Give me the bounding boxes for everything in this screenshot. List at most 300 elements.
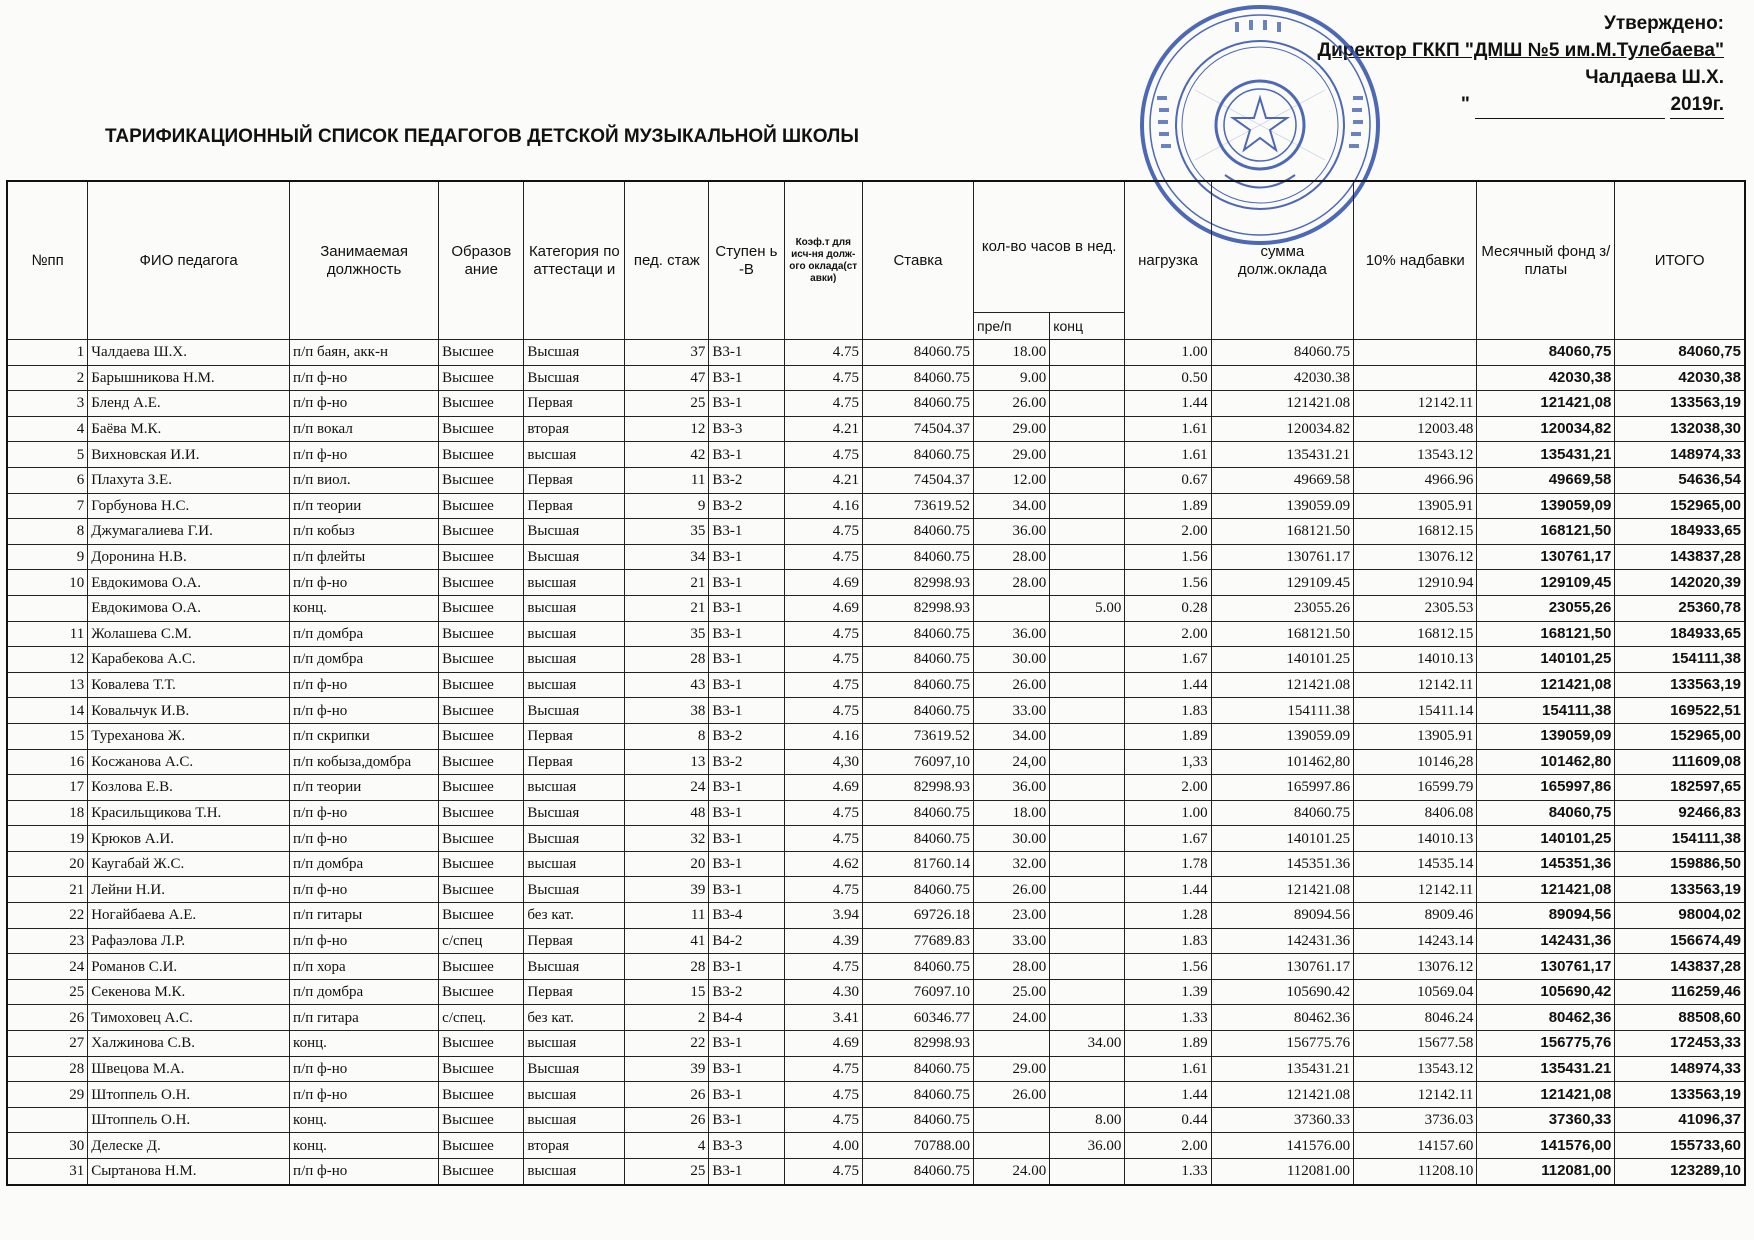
cell-hours-lessons — [973, 1031, 1049, 1057]
cell-education: Высшее — [439, 775, 524, 801]
cell-monthly-fund: 135431,21 — [1477, 442, 1615, 468]
cell-experience: 34 — [625, 544, 709, 570]
table-row — [7, 775, 1745, 801]
table-row — [7, 621, 1745, 647]
cell-load: 1.33 — [1125, 1159, 1211, 1185]
cell-total: 116259,46 — [1615, 979, 1745, 1005]
cell-hours-lessons: 29.00 — [973, 1056, 1049, 1082]
cell-position: п/п вокал — [290, 416, 439, 442]
cell-bonus: 16812.15 — [1354, 519, 1477, 545]
cell-row-number: 24 — [7, 954, 88, 980]
cell-category: высшая — [524, 1159, 625, 1185]
cell-load: 1.44 — [1125, 1082, 1211, 1108]
cell-salary-sum: 140101.25 — [1211, 647, 1353, 673]
cell-grade: В3-1 — [709, 365, 784, 391]
table-row — [7, 826, 1745, 852]
cell-position: п/п гитары — [290, 903, 439, 929]
cell-grade: В3-1 — [709, 621, 784, 647]
cell-experience: 22 — [625, 1031, 709, 1057]
cell-monthly-fund: 156775,76 — [1477, 1031, 1615, 1057]
cell-category: Высшая — [524, 519, 625, 545]
cell-category: Высшая — [524, 877, 625, 903]
cell-education: Высшее — [439, 544, 524, 570]
cell-load: 0.67 — [1125, 467, 1211, 493]
cell-row-number: 26 — [7, 1005, 88, 1031]
header-monthly: Месячный фонд з/платы — [1477, 181, 1615, 340]
table-row — [7, 1031, 1745, 1057]
cell-total: 184933,65 — [1615, 621, 1745, 647]
cell-education: Высшее — [439, 826, 524, 852]
cell-position: п/п скрипки — [290, 723, 439, 749]
cell-coefficient: 4.75 — [784, 672, 862, 698]
cell-coefficient: 4.16 — [784, 723, 862, 749]
cell-hours-lessons: 36.00 — [973, 621, 1049, 647]
cell-salary-sum: 154111.38 — [1211, 698, 1353, 724]
cell-hours-lessons: 26.00 — [973, 877, 1049, 903]
cell-teacher-name: Секенова М.К. — [88, 979, 290, 1005]
cell-monthly-fund: 141576,00 — [1477, 1133, 1615, 1159]
header-num: №пп — [7, 181, 88, 340]
cell-hours-accomp — [1050, 442, 1125, 468]
cell-coefficient: 4.75 — [784, 544, 862, 570]
cell-experience: 11 — [625, 903, 709, 929]
cell-hours-accomp: 5.00 — [1050, 595, 1125, 621]
cell-row-number: 2 — [7, 365, 88, 391]
cell-coefficient: 4.75 — [784, 391, 862, 417]
cell-rate: 84060.75 — [862, 826, 973, 852]
table-row — [7, 544, 1745, 570]
cell-position: п/п ф-но — [290, 928, 439, 954]
cell-teacher-name: Романов С.И. — [88, 954, 290, 980]
table-row — [7, 698, 1745, 724]
cell-experience: 48 — [625, 800, 709, 826]
cell-salary-sum: 23055.26 — [1211, 595, 1353, 621]
cell-category: Высшая — [524, 544, 625, 570]
cell-total: 111609,08 — [1615, 749, 1745, 775]
cell-education: Высшее — [439, 519, 524, 545]
cell-coefficient: 4.75 — [784, 1159, 862, 1185]
cell-load: 0.28 — [1125, 595, 1211, 621]
cell-bonus — [1354, 340, 1477, 366]
cell-grade: В3-1 — [709, 1082, 784, 1108]
cell-total: 123289,10 — [1615, 1159, 1745, 1185]
cell-hours-lessons: 24.00 — [973, 1005, 1049, 1031]
cell-load: 1.89 — [1125, 1031, 1211, 1057]
cell-bonus: 8406.08 — [1354, 800, 1477, 826]
cell-total: 184933,65 — [1615, 519, 1745, 545]
cell-category: Первая — [524, 493, 625, 519]
cell-experience: 43 — [625, 672, 709, 698]
table-row — [7, 493, 1745, 519]
cell-category: Высшая — [524, 954, 625, 980]
approval-name: Чалдаева Ш.Х. — [1585, 67, 1724, 88]
cell-teacher-name: Лейни Н.И. — [88, 877, 290, 903]
cell-row-number: 22 — [7, 903, 88, 929]
cell-hours-lessons: 18.00 — [973, 800, 1049, 826]
cell-position: конц. — [290, 1133, 439, 1159]
cell-education: Высшее — [439, 1133, 524, 1159]
cell-load: 1.56 — [1125, 954, 1211, 980]
cell-coefficient: 4.75 — [784, 365, 862, 391]
cell-row-number — [7, 1107, 88, 1133]
table-row — [7, 467, 1745, 493]
cell-coefficient: 3.94 — [784, 903, 862, 929]
cell-bonus: 13543.12 — [1354, 1056, 1477, 1082]
cell-coefficient: 4.39 — [784, 928, 862, 954]
cell-coefficient: 4.62 — [784, 851, 862, 877]
cell-hours-accomp — [1050, 365, 1125, 391]
cell-hours-accomp — [1050, 621, 1125, 647]
cell-hours-accomp: 8.00 — [1050, 1107, 1125, 1133]
cell-education: Высшее — [439, 416, 524, 442]
cell-total: 156674,49 — [1615, 928, 1745, 954]
cell-education: Высшее — [439, 391, 524, 417]
cell-total: 143837,28 — [1615, 954, 1745, 980]
cell-education: Высшее — [439, 647, 524, 673]
cell-salary-sum: 84060.75 — [1211, 800, 1353, 826]
cell-category: Первая — [524, 723, 625, 749]
cell-hours-accomp: 34.00 — [1050, 1031, 1125, 1057]
cell-rate: 82998.93 — [862, 775, 973, 801]
cell-category: высшая — [524, 1031, 625, 1057]
cell-experience: 38 — [625, 698, 709, 724]
cell-education: Высшее — [439, 903, 524, 929]
cell-position: п/п ф-но — [290, 698, 439, 724]
cell-monthly-fund: 89094,56 — [1477, 903, 1615, 929]
cell-row-number — [7, 595, 88, 621]
cell-teacher-name: Чалдаева Ш.Х. — [88, 340, 290, 366]
cell-education: Высшее — [439, 1056, 524, 1082]
cell-salary-sum: 165997.86 — [1211, 775, 1353, 801]
table-row — [7, 1159, 1745, 1185]
cell-education: Высшее — [439, 1031, 524, 1057]
cell-experience: 47 — [625, 365, 709, 391]
cell-coefficient: 4.69 — [784, 595, 862, 621]
cell-teacher-name: Евдокимова О.А. — [88, 570, 290, 596]
cell-position: п/п ф-но — [290, 800, 439, 826]
cell-education: Высшее — [439, 467, 524, 493]
cell-category: Первая — [524, 928, 625, 954]
cell-hours-accomp — [1050, 1005, 1125, 1031]
cell-rate: 74504.37 — [862, 416, 973, 442]
cell-education: Высшее — [439, 979, 524, 1005]
cell-row-number: 15 — [7, 723, 88, 749]
cell-coefficient: 4.75 — [784, 647, 862, 673]
cell-bonus: 15677.58 — [1354, 1031, 1477, 1057]
cell-row-number: 31 — [7, 1159, 88, 1185]
cell-rate: 84060.75 — [862, 672, 973, 698]
cell-rate: 73619.52 — [862, 723, 973, 749]
cell-hours-lessons: 30.00 — [973, 826, 1049, 852]
cell-row-number: 5 — [7, 442, 88, 468]
cell-row-number: 29 — [7, 1082, 88, 1108]
cell-total: 42030,38 — [1615, 365, 1745, 391]
table-row — [7, 1107, 1745, 1133]
cell-teacher-name: Ногайбаева А.Е. — [88, 903, 290, 929]
cell-salary-sum: 139059.09 — [1211, 723, 1353, 749]
cell-row-number: 4 — [7, 416, 88, 442]
cell-salary-sum: 129109.45 — [1211, 570, 1353, 596]
cell-education: Высшее — [439, 954, 524, 980]
cell-hours-lessons: 32.00 — [973, 851, 1049, 877]
cell-load: 2.00 — [1125, 519, 1211, 545]
cell-position: п/п ф-но — [290, 1082, 439, 1108]
cell-salary-sum: 49669.58 — [1211, 467, 1353, 493]
cell-monthly-fund: 130761,17 — [1477, 954, 1615, 980]
approval-director: Директор ГККП "ДМШ №5 им.М.Тулебаева" — [1317, 40, 1724, 61]
cell-category: без кат. — [524, 1005, 625, 1031]
cell-coefficient: 3.41 — [784, 1005, 862, 1031]
cell-row-number: 8 — [7, 519, 88, 545]
cell-coefficient: 4.75 — [784, 1056, 862, 1082]
cell-teacher-name: Жолашева С.М. — [88, 621, 290, 647]
cell-bonus: 11208.10 — [1354, 1159, 1477, 1185]
cell-position: п/п кобыз — [290, 519, 439, 545]
table-row — [7, 1005, 1745, 1031]
cell-bonus: 16599.79 — [1354, 775, 1477, 801]
cell-salary-sum: 141576.00 — [1211, 1133, 1353, 1159]
cell-total: 133563,19 — [1615, 1082, 1745, 1108]
cell-category: высшая — [524, 595, 625, 621]
cell-bonus: 12142.11 — [1354, 672, 1477, 698]
cell-grade: В3-1 — [709, 1159, 784, 1185]
cell-monthly-fund: 121421,08 — [1477, 391, 1615, 417]
cell-row-number: 23 — [7, 928, 88, 954]
cell-bonus: 14243.14 — [1354, 928, 1477, 954]
cell-hours-accomp — [1050, 570, 1125, 596]
cell-rate: 84060.75 — [862, 647, 973, 673]
cell-row-number: 6 — [7, 467, 88, 493]
cell-position: п/п теории — [290, 493, 439, 519]
cell-rate: 84060.75 — [862, 391, 973, 417]
cell-grade: В3-4 — [709, 903, 784, 929]
cell-coefficient: 4.30 — [784, 979, 862, 1005]
cell-coefficient: 4.75 — [784, 954, 862, 980]
cell-salary-sum: 135431.21 — [1211, 1056, 1353, 1082]
cell-hours-lessons: 29.00 — [973, 416, 1049, 442]
cell-salary-sum: 145351.36 — [1211, 851, 1353, 877]
cell-total: 154111,38 — [1615, 826, 1745, 852]
table-row — [7, 416, 1745, 442]
cell-load: 1.67 — [1125, 647, 1211, 673]
cell-position: п/п ф-но — [290, 1159, 439, 1185]
cell-hours-accomp — [1050, 1159, 1125, 1185]
table-row — [7, 672, 1745, 698]
cell-grade: В3-1 — [709, 1031, 784, 1057]
cell-rate: 70788.00 — [862, 1133, 973, 1159]
cell-hours-accomp — [1050, 954, 1125, 980]
cell-hours-accomp — [1050, 647, 1125, 673]
cell-total: 148974,33 — [1615, 442, 1745, 468]
cell-category: высшая — [524, 672, 625, 698]
cell-experience: 20 — [625, 851, 709, 877]
cell-category: Первая — [524, 979, 625, 1005]
cell-hours-accomp — [1050, 544, 1125, 570]
cell-load: 1.44 — [1125, 391, 1211, 417]
cell-monthly-fund: 121421,08 — [1477, 877, 1615, 903]
cell-rate: 84060.75 — [862, 442, 973, 468]
table-row — [7, 723, 1745, 749]
cell-total: 142020,39 — [1615, 570, 1745, 596]
cell-hours-lessons: 33.00 — [973, 928, 1049, 954]
cell-salary-sum: 168121.50 — [1211, 621, 1353, 647]
cell-category: Высшая — [524, 340, 625, 366]
cell-hours-lessons: 28.00 — [973, 570, 1049, 596]
cell-salary-sum: 121421.08 — [1211, 1082, 1353, 1108]
cell-bonus: 4966.96 — [1354, 467, 1477, 493]
cell-salary-sum: 130761.17 — [1211, 544, 1353, 570]
cell-education: Высшее — [439, 1082, 524, 1108]
table-row — [7, 595, 1745, 621]
header-salary-sum: сумма долж.оклада — [1211, 181, 1353, 340]
header-position: Занимаемая должность — [290, 181, 439, 340]
cell-hours-lessons: 34.00 — [973, 493, 1049, 519]
cell-row-number: 17 — [7, 775, 88, 801]
cell-total: 143837,28 — [1615, 544, 1745, 570]
cell-hours-lessons: 30.00 — [973, 647, 1049, 673]
cell-row-number: 21 — [7, 877, 88, 903]
cell-bonus: 15411.14 — [1354, 698, 1477, 724]
cell-position: п/п кобыза,домбра — [290, 749, 439, 775]
cell-row-number: 16 — [7, 749, 88, 775]
approval-date-year: 2019г. — [1670, 91, 1724, 119]
cell-monthly-fund: 101462,80 — [1477, 749, 1615, 775]
cell-coefficient: 4.21 — [784, 467, 862, 493]
header-hours-accomp: конц — [1050, 313, 1125, 340]
cell-hours-accomp — [1050, 928, 1125, 954]
cell-grade: В3-1 — [709, 851, 784, 877]
cell-grade: В3-1 — [709, 672, 784, 698]
cell-category: Высшая — [524, 365, 625, 391]
table-row — [7, 851, 1745, 877]
cell-teacher-name: Халжинова С.В. — [88, 1031, 290, 1057]
cell-total: 159886,50 — [1615, 851, 1745, 877]
cell-bonus: 14157.60 — [1354, 1133, 1477, 1159]
cell-load: 1.89 — [1125, 493, 1211, 519]
cell-experience: 35 — [625, 621, 709, 647]
cell-total: 148974,33 — [1615, 1056, 1745, 1082]
cell-coefficient: 4.16 — [784, 493, 862, 519]
cell-experience: 21 — [625, 570, 709, 596]
cell-total: 154111,38 — [1615, 647, 1745, 673]
cell-coefficient: 4.75 — [784, 1082, 862, 1108]
cell-hours-accomp — [1050, 903, 1125, 929]
cell-education: Высшее — [439, 1159, 524, 1185]
header-fio: ФИО педагога — [88, 181, 290, 340]
cell-load: 1.78 — [1125, 851, 1211, 877]
cell-coefficient: 4.75 — [784, 877, 862, 903]
cell-total: 182597,65 — [1615, 775, 1745, 801]
cell-row-number: 3 — [7, 391, 88, 417]
cell-monthly-fund: 84060,75 — [1477, 800, 1615, 826]
cell-category: высшая — [524, 1082, 625, 1108]
header-category: Категория по аттестаци и — [524, 181, 625, 340]
cell-hours-lessons: 23.00 — [973, 903, 1049, 929]
cell-coefficient: 4.75 — [784, 1107, 862, 1133]
cell-load: 2.00 — [1125, 775, 1211, 801]
cell-hours-accomp — [1050, 698, 1125, 724]
cell-hours-lessons: 9.00 — [973, 365, 1049, 391]
cell-position: п/п ф-но — [290, 826, 439, 852]
cell-position: п/п теории — [290, 775, 439, 801]
cell-salary-sum: 42030.38 — [1211, 365, 1353, 391]
cell-teacher-name: Красильщикова Т.Н. — [88, 800, 290, 826]
cell-position: п/п флейты — [290, 544, 439, 570]
cell-row-number: 25 — [7, 979, 88, 1005]
cell-grade: В3-2 — [709, 723, 784, 749]
cell-hours-accomp — [1050, 800, 1125, 826]
cell-bonus: 13076.12 — [1354, 544, 1477, 570]
cell-monthly-fund: 168121,50 — [1477, 621, 1615, 647]
cell-teacher-name: Каугабай Ж.С. — [88, 851, 290, 877]
cell-category: Высшая — [524, 698, 625, 724]
cell-position: п/п хора — [290, 954, 439, 980]
cell-hours-lessons: 24.00 — [973, 1159, 1049, 1185]
cell-bonus: 12142.11 — [1354, 877, 1477, 903]
cell-rate: 69726.18 — [862, 903, 973, 929]
cell-total: 155733,60 — [1615, 1133, 1745, 1159]
cell-category: Высшая — [524, 1056, 625, 1082]
cell-coefficient: 4.75 — [784, 826, 862, 852]
header-bonus: 10% надбавки — [1354, 181, 1477, 340]
cell-load: 1.56 — [1125, 570, 1211, 596]
cell-salary-sum: 130761.17 — [1211, 954, 1353, 980]
cell-monthly-fund: 140101,25 — [1477, 826, 1615, 852]
cell-hours-lessons — [973, 595, 1049, 621]
cell-hours-lessons: 28.00 — [973, 544, 1049, 570]
cell-experience: 21 — [625, 595, 709, 621]
cell-monthly-fund: 84060,75 — [1477, 340, 1615, 366]
cell-load: 1.00 — [1125, 800, 1211, 826]
cell-category: Первая — [524, 391, 625, 417]
cell-load: 1.33 — [1125, 1005, 1211, 1031]
cell-bonus: 16812.15 — [1354, 621, 1477, 647]
table-row — [7, 519, 1745, 545]
cell-teacher-name: Вихновская И.И. — [88, 442, 290, 468]
cell-row-number: 20 — [7, 851, 88, 877]
cell-experience: 24 — [625, 775, 709, 801]
cell-teacher-name: Плахута З.Е. — [88, 467, 290, 493]
cell-teacher-name: Барышникова Н.М. — [88, 365, 290, 391]
table-row — [7, 1056, 1745, 1082]
cell-education: Высшее — [439, 749, 524, 775]
cell-position: п/п ф-но — [290, 877, 439, 903]
cell-category: высшая — [524, 1107, 625, 1133]
cell-monthly-fund: 121421,08 — [1477, 1082, 1615, 1108]
cell-grade: В4-2 — [709, 928, 784, 954]
cell-load: 1.83 — [1125, 698, 1211, 724]
cell-salary-sum: 84060.75 — [1211, 340, 1353, 366]
cell-total: 88508,60 — [1615, 1005, 1745, 1031]
cell-coefficient: 4.69 — [784, 775, 862, 801]
cell-category: высшая — [524, 570, 625, 596]
cell-load: 1.56 — [1125, 544, 1211, 570]
cell-grade: В3-1 — [709, 826, 784, 852]
cell-position: п/п домбра — [290, 647, 439, 673]
table-row — [7, 954, 1745, 980]
cell-monthly-fund: 142431,36 — [1477, 928, 1615, 954]
cell-bonus: 10146,28 — [1354, 749, 1477, 775]
cell-load: 0.44 — [1125, 1107, 1211, 1133]
cell-load: 1.00 — [1125, 340, 1211, 366]
cell-monthly-fund: 140101,25 — [1477, 647, 1615, 673]
cell-hours-accomp: 36.00 — [1050, 1133, 1125, 1159]
cell-rate: 84060.75 — [862, 800, 973, 826]
cell-load: 1.44 — [1125, 672, 1211, 698]
cell-coefficient: 4.75 — [784, 442, 862, 468]
table-row — [7, 903, 1745, 929]
table-row — [7, 365, 1745, 391]
